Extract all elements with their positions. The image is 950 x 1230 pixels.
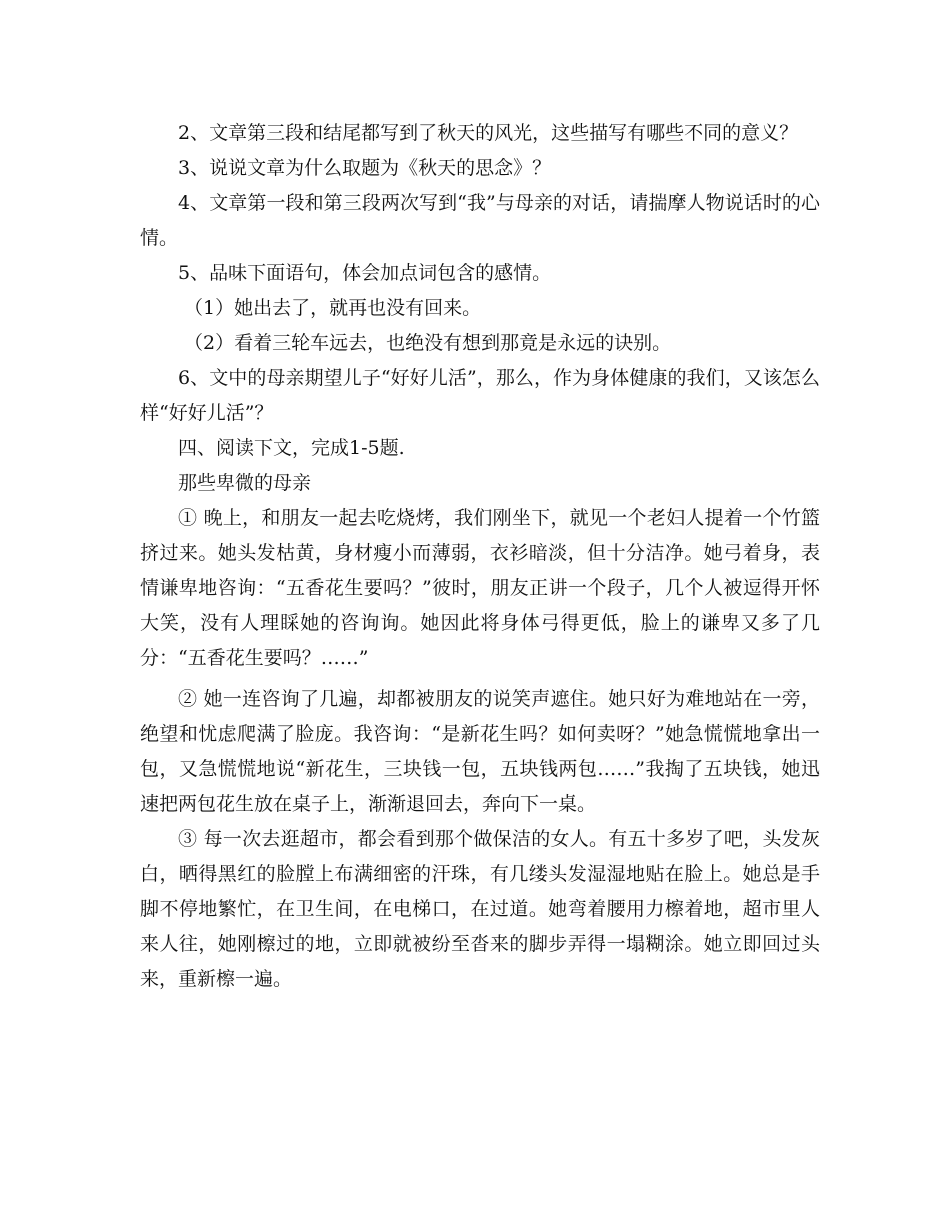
- question-5-item-1: （1）她出去了，就再也没有回来。: [184, 297, 482, 319]
- question-3: 3、说说文章为什么取题为《秋天的思念》？: [178, 157, 552, 179]
- question-2: 2、文章第三段和结尾都写到了秋天的风光，这些描写有哪些不同的意义？: [178, 122, 799, 144]
- article-paragraph-3: ③ 每一次去逛超市，都会看到那个做保洁的女人。有五十多岁了吧，头发灰白，晒得黑红的脸膛上布满细密的汗珠，有几缕头发湿湿地贴在脸上。她总是手脚不停地繁忙，在卫生间，在电梯口，在过道。她弯着腰用力檫着地，超市里人来人往，她刚檫过的地，立即就被纷至沓来的脚步弄得一塌糊涂。她立即回过头来，重新檫一遍。: [140, 828, 820, 990]
- article-paragraph-1: ① 晚上，和朋友一起去吃烧烤，我们刚坐下，就见一个老妇人提着一个竹篮挤过来。她头发枯黄，身材瘦小而薄弱，衣衫暗淡，但十分洁净。她弓着身，表情谦卑地咨询：“五香花生要吗？”彼时，朋友正讲一个段子，几个人被逗得开怀大笑，没有人理睬她的咨询询。她因此将身体弓得更低，脸上的谦卑又多了几分：“五香花生要吗？……”: [140, 507, 820, 669]
- question-4: 4、文章第一段和第三段两次写到“我”与母亲的对话，请揣摩人物说话时的心情。: [140, 192, 820, 249]
- document-page: [140, 116, 820, 997]
- article-paragraph-2: ② 她一连咨询了几遍，却都被朋友的说笑声遮住。她只好为难地站在一旁，绝望和忧虑爬满了脸庞。我咨询：“是新花生吗？如何卖呀？”她急慌慌地拿出一包，又急慌慌地说“新花生，三块钱一包，五块钱两包……”我掏了五块钱，她迅速把两包花生放在桌子上，渐渐退回去，奔向下一桌。: [140, 688, 820, 815]
- question-5: 5、品味下面语句，体会加点词包含的感情。: [178, 262, 552, 284]
- article-title: 那些卑微的母亲: [178, 472, 312, 494]
- question-6: 6、文中的母亲期望儿子“好好儿活”，那么，作为身体健康的我们，又该怎么样“好好儿活”？: [140, 367, 820, 424]
- section-heading: 四、阅读下文，完成1-5题.: [178, 437, 405, 459]
- question-5-item-2: （2）看着三轮车远去，也绝没有想到那竟是永远的诀别。: [184, 332, 672, 354]
